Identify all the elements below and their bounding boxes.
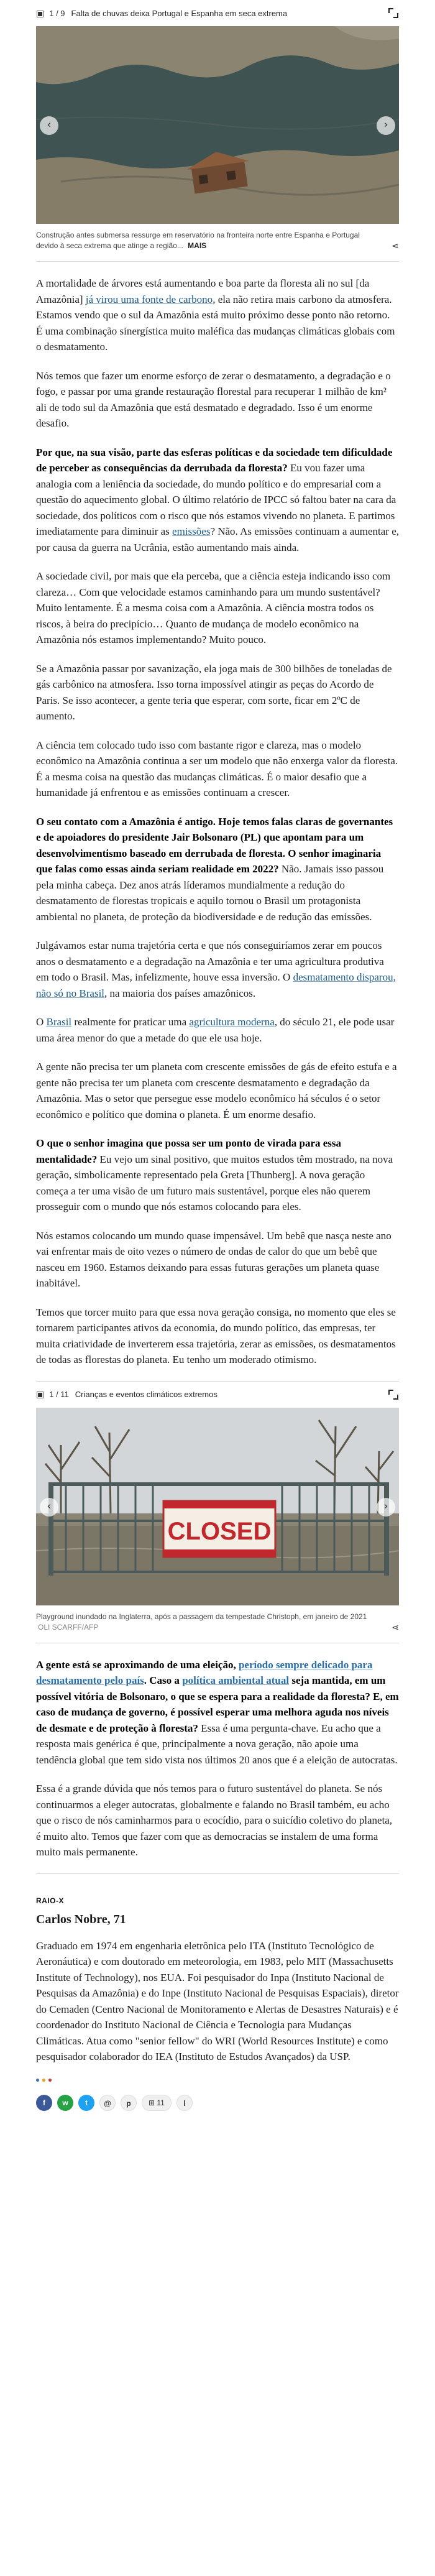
question-text: O que o senhor imagina que possa ser um ponto de virada para essa mentalidade? xyxy=(36,1137,342,1165)
paragraph xyxy=(36,568,399,648)
photo-gallery-2 xyxy=(36,1381,399,1643)
caption-more-button[interactable]: MAIS xyxy=(188,241,207,250)
flooded-playground-photo xyxy=(36,1408,399,1605)
dot-yellow xyxy=(42,2079,45,2082)
inline-link[interactable]: agricultura moderna xyxy=(189,1016,275,1028)
facebook-icon[interactable]: f xyxy=(36,2095,52,2111)
paragraph-text: Não. Jamais isso passou pela minha cabeça. Dez anos atrás líderamos mundialmente a redução do desmatamento de florestas tropicais e aquilo tornou o Brasil um protagonista ambiental no planeta, de proteção da biodiversidade e de redução das emissões. xyxy=(36,863,384,923)
inline-link[interactable]: período sempre delicado para desmatamento pelo país xyxy=(36,1658,373,1686)
caption-text: Construção antes submersa ressurge em reservatório na fronteira norte entre Espanha e Portugal devido à seca extrema que atinge a região... xyxy=(36,231,360,250)
paragraph xyxy=(36,1059,399,1122)
paragraph-text: Nós estamos colocando um mundo quase impensável. Um bebê que nasça neste ano vai enfrentar mais de oito vezes o número de ondas de calor do que um bebê que nasceu em 1960. Estamos deixando para essas futuras gerações um planeta quase inabitável. xyxy=(36,1229,392,1289)
paragraph-text: O xyxy=(36,1016,47,1028)
previous-arrow-icon[interactable]: ‹ xyxy=(40,116,58,135)
paragraph-text: Essa é a grande dúvida que nós temos para o futuro sustentável do planeta. Se nós continuarmos a eleger autocratas, globalmente e falando no Brasil também, eu acho que o risco de nós caminharmos para o ecocídio, para o suicídio coletivo do planeta, é muito alto. Temos que fazer com que as democracias se instalem de uma forma muito mais permanente. xyxy=(36,1783,393,1858)
print-icon[interactable]: p xyxy=(121,2095,137,2111)
inline-link[interactable]: já virou uma fonte de carbono xyxy=(85,293,213,305)
share-bar xyxy=(36,2090,399,2115)
paragraph-text: Eu vou fazer uma analogia com a leniência da sociedade, do mundo político e do empresarial com a questão do aquecimento global. O último relatório de IPCC só faltou bater na cara da sociedade, dos políticos com o risco que nós estamos vivendo no planeta. E partimos imediatamente para diminuir as xyxy=(36,462,396,537)
paragraph-text: A gente não precisa ter um planeta com crescente emissões de gás de efeito estufa e a gente não precisa ter um planeta com crescente desmatamento e degradação da Amazônia. Mas o setor que persegue esse modelo econômico há séculos é o setor econômico e político que domina o planeta. É um enorme desafio. xyxy=(36,1061,397,1120)
paragraph-text: ? Não. As emissões continuam a aumentar e, por causa da guerra na Ucrânia, estão aumentando mais ainda. xyxy=(36,525,399,553)
author-name: Carlos Nobre, 71 xyxy=(36,1912,126,1926)
gift-article-button[interactable] xyxy=(142,2095,172,2111)
inline-link[interactable]: desmatamento disparou, não só no Brasil xyxy=(36,971,396,999)
paragraph-text: realmente for praticar uma xyxy=(71,1016,190,1028)
gallery-photo[interactable] xyxy=(36,26,399,224)
paragraph xyxy=(36,814,399,925)
article-body-2 xyxy=(36,1643,399,1860)
gallery-count: 1 / 9 xyxy=(49,8,65,18)
photo-credit: OLI SCARFF/AFP xyxy=(38,1622,99,1632)
paragraph xyxy=(36,938,399,1001)
share-icon[interactable]: ⋖ xyxy=(392,241,399,251)
camera-icon: ▣ xyxy=(36,1389,45,1399)
decorative-dots xyxy=(36,2079,399,2082)
closed-sign-text: CLOSED xyxy=(167,1517,272,1545)
raiox-label: RAIO-X xyxy=(36,1896,64,1905)
paragraph xyxy=(36,275,399,355)
previous-arrow-icon[interactable]: ‹ xyxy=(40,1498,58,1517)
paragraph-text: Essa é uma pergunta-chave. Eu acho que a resposta mais genérica é que, principalmente a nova geração, não apoie uma tendência global que tem sido vista nos últimos 20 anos que é a eleição de autocratas. xyxy=(36,1722,398,1766)
email-icon[interactable]: @ xyxy=(99,2095,116,2111)
inline-link[interactable]: política ambiental atual xyxy=(182,1674,290,1686)
paragraph-text: , do século 21, ele pode usar uma área menor do que a metade do que ele usa hoje. xyxy=(36,1016,395,1044)
next-arrow-icon[interactable]: › xyxy=(377,1498,395,1517)
paragraph xyxy=(36,661,399,724)
paragraph-text: A sociedade civil, por mais que ela perceba, que a ciência esteja indicando isso com clareza… Com que velocidade estamos caminhando para um mundo sustentável? Muito lentamente. É a mesma coisa com a Amazônia. A ciência mostra todos os riscos, à beira do precipício… Quanto de mudança de modelo econômico na Amazônia nós estamos implementando? Muito pouco. xyxy=(36,570,391,645)
article-body xyxy=(36,262,399,1368)
question-text: O seu contato com a Amazônia é antigo. Hoje temos falas claras de governantes e de apoiadores do presidente Jair Bolsonaro (PL) que apontam para um desenvolvimentismo baseado em derrubada de floresta. O senhor imaginaria que falas como essas ainda seriam realidade em 2022? xyxy=(36,815,393,875)
question-text: . Caso a xyxy=(144,1674,183,1686)
paragraph xyxy=(36,1781,399,1860)
photo-caption xyxy=(36,1605,399,1639)
paragraph-text: , ela não retira mais carbono da atmosfera. Estamos vendo que o sul da Amazônia está muito próximo desse ponto não retorno. É uma combinação sinergística muito maléfica das mudanças climáticas globais com o desmatamento. xyxy=(36,293,395,353)
caption-text: Playground inundado na Inglaterra, após a passagem da tempestade Christoph, em janeiro de 2021 xyxy=(36,1612,367,1621)
link-icon[interactable]: l xyxy=(176,2095,193,2111)
paragraph xyxy=(36,1657,399,1768)
paragraph-text: A ciência tem colocado tudo isso com bastante rigor e clareza, mas o modelo econômico na Amazônia continua a ser um modelo que não enxerga valor da floresta. É a mesma coisa na questão das mudanças climáticas. É o maior desafio que a humanidade já enfrentou e as emissões continuam a crescer. xyxy=(36,739,398,798)
dot-red xyxy=(48,2079,52,2082)
inline-link[interactable]: emissões xyxy=(172,525,211,537)
paragraph xyxy=(36,737,399,801)
photo-caption xyxy=(36,224,399,257)
paragraph-text: , na maioria dos países amazônicos. xyxy=(104,987,256,999)
share-icon[interactable]: ⋖ xyxy=(392,1622,399,1632)
gallery-title[interactable]: Falta de chuvas deixa Portugal e Espanha em seca extrema xyxy=(71,8,288,18)
gallery-photo[interactable] xyxy=(36,1408,399,1605)
inline-link[interactable]: Brasil xyxy=(46,1016,72,1028)
gallery-header xyxy=(36,0,399,26)
author-bio: Graduado em 1974 em engenharia eletrônica pelo ITA (Instituto Tecnológico de Aeronáutica) e com doutorado em meteorologia, em 1983, pelo MIT (Massachusetts Institute of Technology), nos EUA. Foi pesquisador do Inpa (Instituto Nacional de Pesquisas da Amazônia) e do Inpe (Instituto Nacional de Pesquisas Espaciais), diretor do Cemaden (Centro Nacional de Monitoramento e Alertas de Desastres Naturais) e é coordenador do Instituto Nacional de Ciência e Tecnologia para Mudanças Climáticas. Atua como "senior fellow" do WRI (World Resources Institute) e como pesquisador colaborador do IEA (Instituto de Estudos Avançados) da USP. xyxy=(36,1939,399,2062)
next-arrow-icon[interactable]: › xyxy=(377,116,395,135)
paragraph xyxy=(36,1304,399,1368)
paragraph-text: Eu vejo um sinal positivo, que muitos estudos têm mostrado, na nova geração, simbolicamente representado pela Greta [Thunberg]. A nova geração começa a ter uma visão de um futuro mais sustentável, porque eles não querem prosseguir com o mundo que nós estamos colocando para eles. xyxy=(36,1153,393,1212)
gift-count: 11 xyxy=(157,2098,165,2107)
paragraph xyxy=(36,1228,399,1291)
author-bio-box xyxy=(36,1896,399,2065)
paragraph-text: Temos que torcer muito para que essa nova geração consiga, no momento que eles se tornarem participantes ativos da economia, do mundo político, das empresas, ter muita criatividade de inverterem essa trajetória, zerar as emissões, os desmatamentos de todas as florestas do planeta. Eu tenho um moderado otimismo. xyxy=(36,1306,396,1365)
reservoir-photo xyxy=(36,26,399,224)
gift-icon: ⊞ xyxy=(149,2098,157,2107)
paragraph xyxy=(36,1135,399,1215)
gallery-title[interactable]: Crianças e eventos climáticos extremos xyxy=(75,1390,218,1399)
expand-icon[interactable] xyxy=(388,7,399,19)
twitter-icon[interactable]: t xyxy=(78,2095,94,2111)
whatsapp-icon[interactable]: w xyxy=(57,2095,73,2111)
question-text: seja mantida, em um possível vitória de Bolsonaro, o que se espera para a realidade da floresta? E, em caso de mudança de governo, é possível esperar uma melhora aguda nos níveis de desmate e de proteção à floresta? xyxy=(36,1674,399,1734)
gallery-count: 1 / 11 xyxy=(49,1390,69,1399)
paragraph-text: Nós temos que fazer um enorme esforço de zerar o desmatamento, a degradação e o fogo, e passar por uma grande restauração florestal para recuperar 1 milhão de km² ali de todo sul da Amazônia que está desmatado e degradado. Isso é um enorme desafio. xyxy=(36,369,391,429)
divider xyxy=(36,1873,399,1874)
gallery-header xyxy=(36,1382,399,1408)
paragraph-text: Julgávamos estar numa trajetória certa e que nós conseguiríamos zerar em poucos anos o desmatamento e a degradação na Amazônia e ter uma agricultura produtiva em todo o Brasil. Mas, infelizmente, houve essa inversão. O xyxy=(36,939,384,983)
photo-gallery xyxy=(36,0,399,262)
dot-blue xyxy=(36,2079,39,2082)
paragraph-text: Se a Amazônia passar por savanização, ela joga mais de 300 bilhões de toneladas de gás carbônico na atmosfera. Isso torna impossível atingir as peças do Acordo de Paris. Se isso acontecer, a gente teria que esperar, com sorte, ficar em 2ºC de aumento. xyxy=(36,662,392,722)
question-text: A gente está se aproximando de uma eleição, xyxy=(36,1658,239,1671)
question-text: Por que, na sua visão, parte das esferas políticas e da sociedade tem dificuldade de perceber as consequências da derrubada da floresta? xyxy=(36,446,393,474)
paragraph xyxy=(36,368,399,432)
paragraph-text: A mortalidade de árvores está aumentando e boa parte da floresta ali no sul [da Amazônia] xyxy=(36,277,370,305)
paragraph xyxy=(36,445,399,556)
expand-icon[interactable] xyxy=(388,1389,399,1400)
camera-icon: ▣ xyxy=(36,7,45,18)
paragraph xyxy=(36,1014,399,1046)
